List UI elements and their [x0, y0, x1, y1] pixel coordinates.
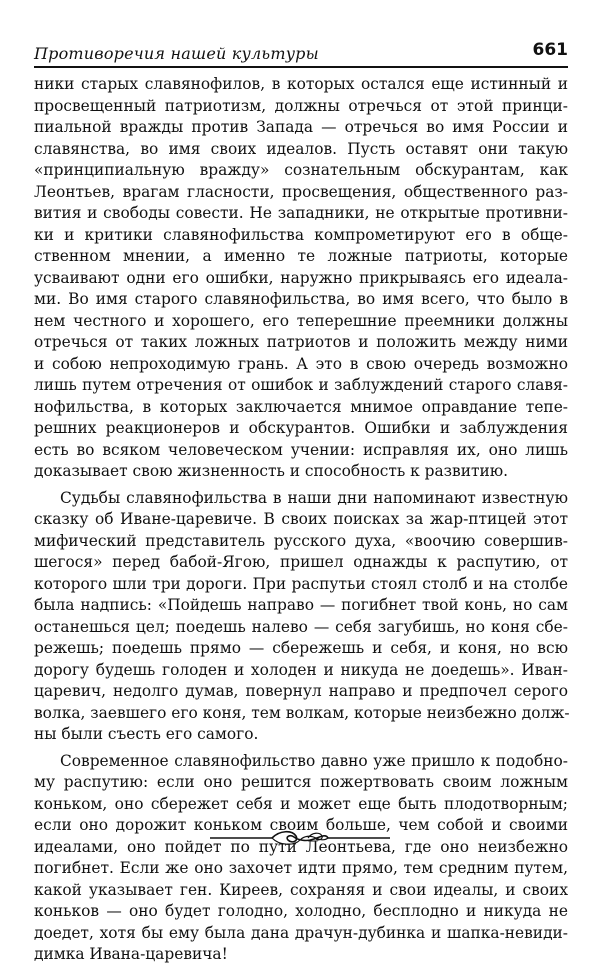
- text-line: Леонтьев, врагам гласности, просвещения, общественного раз-: [34, 182, 568, 201]
- text-line: ки и критики славянофильства компрометируют его в обще-: [34, 225, 568, 244]
- text-line: ны были съесть его самого.: [34, 725, 259, 743]
- text-line: славянства, во имя своих идеалов. Пусть оставят они такую: [34, 139, 568, 158]
- text-line: усваивают одни его ошибки, наружно прикрываясь его идеала-: [34, 268, 568, 287]
- text-line: была надпись: «Пойдешь направо — погибнет твой конь, но сам: [34, 596, 568, 614]
- text-line: волка, заевшего его коня, тем волкам, которые неизбежно долж-: [34, 703, 570, 722]
- page-number: 661: [532, 40, 568, 60]
- text-line: пиальной вражды против Запада — отречься во имя России и: [34, 118, 568, 136]
- text-line: «принципиальную вражду» сознательным обскурантам, как: [34, 161, 568, 179]
- text-line: которого шли три дороги. При распутьи стоял столб и на столбе: [34, 574, 568, 593]
- text-line: какой указывает ген. Киреев, сохраняя и свои идеалы, и своих: [34, 880, 568, 899]
- closing-ornament-icon: [210, 826, 390, 850]
- text-line: Судьбы славянофильства в наши дни напоминают известную: [60, 488, 568, 507]
- paragraph: [34, 74, 568, 483]
- text-line: ственном мнении, а именно те ложные патриоты, которые: [34, 247, 568, 265]
- text-line: шегося» перед бабой-Ягою, пришел однажды к распутию, от: [34, 553, 568, 571]
- text-line: погибнет. Если же оно захочет идти прямо, тем средним путем,: [34, 859, 568, 877]
- text-line: останешься цел; поедешь налево — себя загубишь, но коня сбе-: [34, 617, 568, 636]
- text-line: ники старых славянофилов, в которых остался еще истинный и: [34, 75, 568, 93]
- text-line: есть во всяком человеческом учении: исправляя их, оно лишь: [34, 440, 568, 459]
- running-head: Противоречия нашей культуры: [34, 44, 319, 63]
- text-line: царевич, недолго думав, повернул направо и предпочел серого: [34, 682, 568, 700]
- text-line: доедет, хотя бы ему была дана драчун-дубинка и шапка-невиди-: [34, 923, 568, 942]
- paragraph: [34, 751, 568, 966]
- text-line: режешь; поедешь прямо — сбережешь и себя, и коня, но всю: [34, 639, 568, 657]
- text-line: мифический представитель русского духа, «воочию совершив-: [34, 531, 568, 550]
- paragraph: [34, 488, 568, 746]
- text-line: лишь путем отречения от ошибок и заблуждений старого славя-: [34, 376, 568, 394]
- text-line: идеалами, оно пойдет по пути Леонтьева, где оно неизбежно: [34, 837, 568, 856]
- text-line: ми. Во имя старого славянофильства, во имя всего, что было в: [34, 290, 568, 308]
- text-line: коньком, оно сбережет себя и может еще быть плодотворным;: [34, 794, 568, 813]
- text-line: коньков — оно будет голодно, холодно, бесплодно и никуда не: [34, 902, 568, 920]
- text-line: и собою непроходимую грань. А это в свою очередь возможно: [34, 354, 568, 373]
- text-line: димка Ивана-царевича!: [34, 945, 228, 963]
- page-header: [34, 40, 568, 68]
- text-line: му распутию: если оно решится пожертвовать своим ложным: [34, 773, 568, 791]
- text-line: если оно дорожит коньком своим больше, чем собой и своими: [34, 816, 568, 834]
- text-line: нофильства, в которых заключается мнимое оправдание тепе-: [34, 397, 568, 416]
- text-line: отречься от таких ложных патриотов и положить между ними: [34, 333, 568, 351]
- text-line: сказку об Иване-царевиче. В своих поисках за жар-птицей этот: [34, 510, 568, 528]
- text-line: вития и свободы совести. Не западники, не открытые противни-: [34, 204, 568, 222]
- text-line: просвещенный патриотизм, должны отречься от этой принци-: [34, 96, 568, 115]
- text-line: нем честного и хорошего, его теперешние преемники должны: [34, 311, 568, 330]
- text-line: Современное славянофильство давно уже пришло к подобно-: [60, 751, 568, 770]
- text-line: доказывает свою жизненность и способность к развитию.: [34, 462, 509, 480]
- text-line: дорогу будешь голоден и холоден и никуда не доедешь». Иван-: [34, 660, 568, 679]
- text-line: решних реакционеров и обскурантов. Ошибки и заблуждения: [34, 419, 568, 437]
